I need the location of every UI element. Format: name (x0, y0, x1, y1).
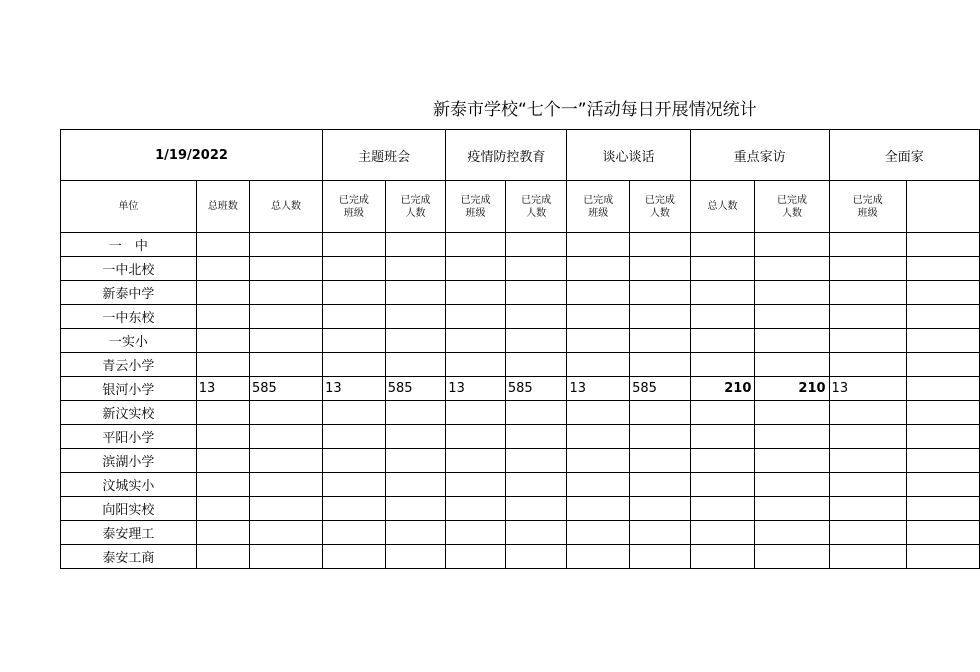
data-cell[interactable] (829, 353, 906, 377)
data-cell[interactable] (385, 545, 446, 569)
data-cell[interactable] (690, 305, 755, 329)
data-cell[interactable] (323, 281, 386, 305)
data-cell[interactable] (505, 305, 567, 329)
data-cell[interactable] (249, 497, 322, 521)
data-cell[interactable] (690, 257, 755, 281)
data-cell[interactable] (323, 353, 386, 377)
data-cell[interactable] (906, 497, 979, 521)
data-cell[interactable] (829, 425, 906, 449)
data-cell[interactable] (755, 521, 829, 545)
data-cell[interactable] (690, 449, 755, 473)
col-header-done-people[interactable] (906, 181, 979, 233)
data-cell[interactable] (249, 473, 322, 497)
data-cell[interactable] (446, 305, 506, 329)
data-cell[interactable]: 210 (755, 377, 829, 401)
data-cell[interactable] (446, 449, 506, 473)
data-cell[interactable] (906, 305, 979, 329)
table-row (61, 473, 980, 497)
data-cell[interactable] (505, 521, 567, 545)
col-header-unit[interactable]: 单位 (61, 181, 197, 233)
header-row-groups (61, 130, 980, 181)
data-cell[interactable] (755, 401, 829, 425)
table-row (61, 545, 980, 569)
data-cell[interactable] (446, 425, 506, 449)
data-cell[interactable] (323, 497, 386, 521)
data-cell[interactable] (323, 449, 386, 473)
data-cell[interactable] (323, 233, 386, 257)
data-cell[interactable] (630, 545, 691, 569)
data-cell[interactable] (755, 281, 829, 305)
data-cell[interactable] (385, 257, 446, 281)
data-cell[interactable] (630, 401, 691, 425)
data-cell[interactable] (690, 329, 755, 353)
data-cell[interactable] (829, 281, 906, 305)
col-header-done-people[interactable]: 已完成 人数 (505, 181, 567, 233)
data-cell[interactable] (755, 425, 829, 449)
unit-cell[interactable]: 青云小学 (61, 353, 197, 377)
sheet-title: 新泰市学校“七个一”活动每日开展情况统计 (433, 100, 757, 120)
data-cell[interactable] (829, 329, 906, 353)
col-header-done-class[interactable]: 已完成 班级 (446, 181, 506, 233)
data-cell[interactable] (829, 401, 906, 425)
data-cell[interactable] (385, 329, 446, 353)
data-cell[interactable] (196, 521, 249, 545)
data-cell[interactable] (196, 545, 249, 569)
data-cell[interactable] (755, 545, 829, 569)
data-cell[interactable] (690, 545, 755, 569)
data-cell[interactable] (755, 449, 829, 473)
table-row (61, 425, 980, 449)
data-cell[interactable] (505, 449, 567, 473)
table-row (61, 257, 980, 281)
data-cell[interactable] (829, 305, 906, 329)
data-cell[interactable] (690, 425, 755, 449)
data-cell[interactable] (829, 545, 906, 569)
data-cell[interactable] (385, 401, 446, 425)
data-cell[interactable] (906, 281, 979, 305)
data-cell[interactable] (249, 233, 322, 257)
data-cell[interactable] (196, 305, 249, 329)
col-header-done-people[interactable]: 已完成 人数 (630, 181, 691, 233)
data-cell[interactable] (690, 521, 755, 545)
data-cell[interactable]: 13 (323, 377, 386, 401)
data-cell[interactable] (906, 257, 979, 281)
data-cell[interactable] (567, 401, 630, 425)
data-cell[interactable] (690, 401, 755, 425)
data-cell[interactable] (906, 233, 979, 257)
data-cell[interactable] (196, 449, 249, 473)
data-cell[interactable] (829, 449, 906, 473)
data-cell[interactable] (249, 281, 322, 305)
data-cell[interactable]: 585 (385, 377, 446, 401)
data-cell[interactable] (829, 473, 906, 497)
col-header-visit-total[interactable]: 总人数 (690, 181, 755, 233)
data-cell[interactable] (249, 305, 322, 329)
data-cell[interactable] (249, 353, 322, 377)
data-cell[interactable] (385, 233, 446, 257)
unit-cell[interactable]: 新汶实校 (61, 401, 197, 425)
data-cell[interactable] (690, 353, 755, 377)
data-cell[interactable] (755, 497, 829, 521)
data-cell[interactable] (755, 353, 829, 377)
data-cell[interactable] (249, 521, 322, 545)
data-cell[interactable] (567, 497, 630, 521)
data-cell[interactable] (630, 281, 691, 305)
col-header-done-people[interactable]: 已完成 人数 (755, 181, 829, 233)
table-row (61, 353, 980, 377)
data-cell[interactable] (567, 233, 630, 257)
data-cell[interactable] (505, 401, 567, 425)
data-cell[interactable] (323, 521, 386, 545)
data-cell[interactable] (385, 449, 446, 473)
col-header-total-classes[interactable]: 总班数 (196, 181, 249, 233)
data-cell[interactable] (630, 473, 691, 497)
data-cell[interactable] (630, 521, 691, 545)
data-cell[interactable] (906, 545, 979, 569)
data-cell[interactable] (196, 257, 249, 281)
data-cell[interactable] (690, 497, 755, 521)
data-cell[interactable] (446, 401, 506, 425)
data-cell[interactable] (446, 521, 506, 545)
unit-cell[interactable]: 平阳小学 (61, 425, 197, 449)
data-cell[interactable] (505, 425, 567, 449)
data-cell[interactable] (630, 449, 691, 473)
data-cell[interactable] (906, 353, 979, 377)
data-cell[interactable] (249, 425, 322, 449)
unit-cell[interactable]: 泰安理工 (61, 521, 197, 545)
data-cell[interactable] (906, 521, 979, 545)
data-cell[interactable] (446, 257, 506, 281)
table-row (61, 449, 980, 473)
data-cell[interactable] (906, 473, 979, 497)
data-cell[interactable] (755, 329, 829, 353)
data-cell[interactable] (630, 305, 691, 329)
data-cell[interactable] (567, 545, 630, 569)
data-cell[interactable] (323, 401, 386, 425)
col-header-total-people[interactable]: 总人数 (249, 181, 322, 233)
data-cell[interactable] (196, 401, 249, 425)
stats-table (60, 129, 980, 569)
data-cell[interactable] (567, 257, 630, 281)
data-cell[interactable] (249, 449, 322, 473)
data-cell[interactable] (755, 473, 829, 497)
data-cell[interactable] (829, 497, 906, 521)
data-cell[interactable] (630, 257, 691, 281)
data-cell[interactable] (829, 233, 906, 257)
data-cell[interactable] (505, 473, 567, 497)
data-cell[interactable] (755, 257, 829, 281)
data-cell[interactable]: 13 (196, 377, 249, 401)
data-cell[interactable] (906, 425, 979, 449)
data-cell[interactable] (567, 521, 630, 545)
data-cell[interactable] (249, 545, 322, 569)
data-cell[interactable]: 13 (567, 377, 630, 401)
data-cell[interactable] (323, 329, 386, 353)
unit-cell[interactable]: 一中东校 (61, 305, 197, 329)
table-row (61, 497, 980, 521)
data-cell[interactable]: 210 (690, 377, 755, 401)
data-cell[interactable] (630, 329, 691, 353)
col-header-done-class[interactable]: 已完成 班级 (829, 181, 906, 233)
data-cell[interactable] (323, 305, 386, 329)
data-cell[interactable] (505, 545, 567, 569)
data-cell[interactable] (323, 257, 386, 281)
data-cell[interactable] (196, 329, 249, 353)
data-cell[interactable] (505, 233, 567, 257)
unit-cell[interactable]: 泰安工商 (61, 545, 197, 569)
data-cell[interactable]: 585 (249, 377, 322, 401)
unit-cell[interactable]: 向阳实校 (61, 497, 197, 521)
group-header[interactable]: 主题班会 (323, 130, 446, 181)
data-cell[interactable] (446, 545, 506, 569)
data-cell[interactable] (385, 497, 446, 521)
data-cell[interactable] (567, 425, 630, 449)
data-cell[interactable] (755, 233, 829, 257)
data-cell[interactable] (630, 425, 691, 449)
data-cell[interactable]: 585 (630, 377, 691, 401)
data-cell[interactable] (196, 497, 249, 521)
group-header[interactable]: 疫情防控教育 (446, 130, 567, 181)
data-cell[interactable] (829, 521, 906, 545)
data-cell[interactable] (829, 257, 906, 281)
table-row (61, 281, 980, 305)
data-cell[interactable] (505, 353, 567, 377)
data-cell[interactable] (630, 353, 691, 377)
data-cell[interactable] (690, 473, 755, 497)
data-cell[interactable] (249, 401, 322, 425)
data-cell[interactable]: 13 (829, 377, 906, 401)
data-cell[interactable] (385, 521, 446, 545)
data-cell[interactable] (249, 329, 322, 353)
data-cell[interactable] (505, 281, 567, 305)
data-cell[interactable] (385, 473, 446, 497)
data-cell[interactable] (505, 257, 567, 281)
table-row (61, 329, 980, 353)
data-cell[interactable] (690, 233, 755, 257)
data-cell[interactable] (446, 233, 506, 257)
col-header-done-class[interactable]: 已完成 班级 (323, 181, 386, 233)
data-cell[interactable] (249, 257, 322, 281)
col-header-done-people[interactable]: 已完成 人数 (385, 181, 446, 233)
unit-cell[interactable]: 一实小 (61, 329, 197, 353)
table-row (61, 233, 980, 257)
unit-cell[interactable]: 汶城实小 (61, 473, 197, 497)
unit-cell[interactable]: 银河小学 (61, 377, 197, 401)
data-cell[interactable] (196, 425, 249, 449)
unit-cell[interactable]: 新泰中学 (61, 281, 197, 305)
data-cell[interactable] (906, 449, 979, 473)
unit-cell[interactable]: 滨湖小学 (61, 449, 197, 473)
data-cell[interactable]: 585 (505, 377, 567, 401)
data-cell[interactable] (446, 353, 506, 377)
data-cell[interactable] (385, 305, 446, 329)
group-header[interactable]: 全面家 (829, 130, 979, 181)
table-row (61, 377, 980, 401)
data-cell[interactable] (567, 449, 630, 473)
data-cell[interactable] (906, 329, 979, 353)
data-cell[interactable] (567, 329, 630, 353)
data-cell[interactable] (630, 233, 691, 257)
date-cell[interactable]: 1/19/2022 (61, 130, 323, 181)
table-row (61, 401, 980, 425)
unit-cell[interactable]: 一中北校 (61, 257, 197, 281)
group-header[interactable]: 重点家访 (690, 130, 829, 181)
data-cell[interactable] (196, 281, 249, 305)
unit-cell[interactable]: 一 中 (61, 233, 197, 257)
data-cell[interactable] (505, 329, 567, 353)
data-cell[interactable] (323, 545, 386, 569)
data-cell[interactable] (505, 497, 567, 521)
data-cell[interactable] (385, 281, 446, 305)
data-cell[interactable] (323, 473, 386, 497)
data-cell[interactable] (196, 473, 249, 497)
data-cell[interactable] (630, 497, 691, 521)
data-cell[interactable] (446, 329, 506, 353)
data-cell[interactable] (755, 305, 829, 329)
data-cell[interactable] (567, 473, 630, 497)
data-cell[interactable] (446, 281, 506, 305)
data-cell[interactable] (690, 281, 755, 305)
data-cell[interactable] (567, 353, 630, 377)
header-row-columns (61, 181, 980, 233)
data-cell[interactable] (906, 401, 979, 425)
data-cell[interactable]: 13 (446, 377, 506, 401)
spreadsheet-area (60, 129, 924, 589)
data-cell[interactable] (385, 425, 446, 449)
data-cell[interactable] (446, 473, 506, 497)
data-cell[interactable] (446, 497, 506, 521)
data-cell[interactable] (323, 425, 386, 449)
data-cell[interactable] (196, 233, 249, 257)
col-header-done-class[interactable]: 已完成 班级 (567, 181, 630, 233)
group-header[interactable]: 谈心谈话 (567, 130, 690, 181)
data-cell[interactable] (567, 305, 630, 329)
data-cell[interactable] (567, 281, 630, 305)
data-cell[interactable] (906, 377, 979, 401)
data-cell[interactable] (385, 353, 446, 377)
table-row (61, 305, 980, 329)
data-cell[interactable] (196, 353, 249, 377)
table-row (61, 521, 980, 545)
